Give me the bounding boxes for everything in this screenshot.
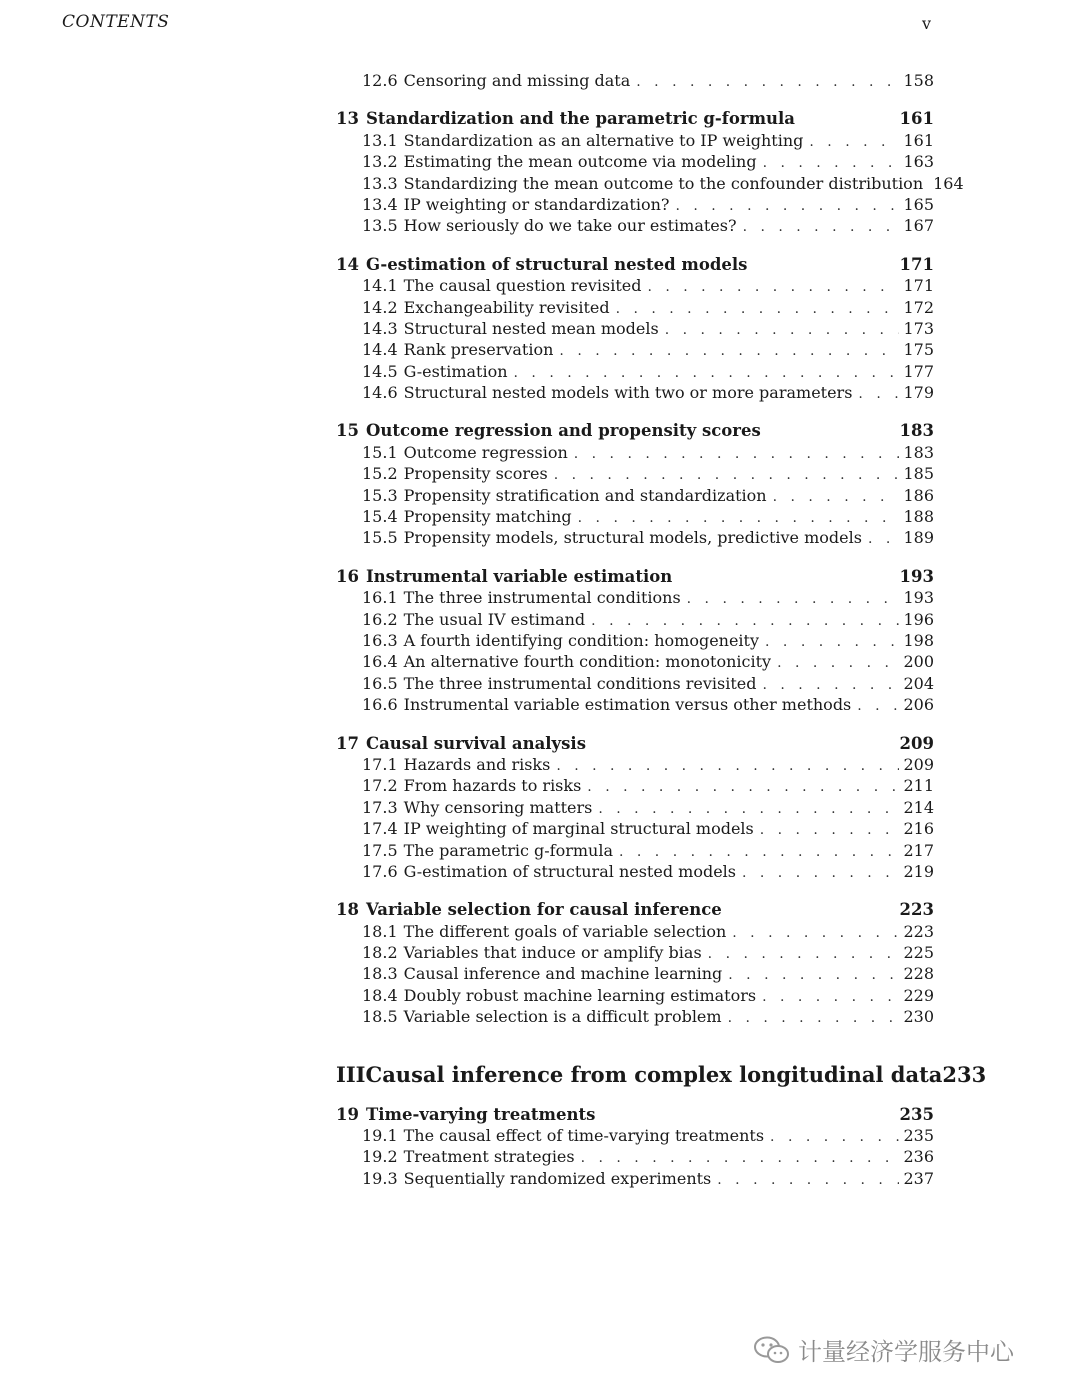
toc-entry[interactable] (336, 775, 934, 796)
toc-entry[interactable] (336, 587, 934, 608)
leader-dots (717, 1170, 899, 1191)
leader-dots (587, 777, 899, 798)
toc-entry[interactable] (336, 442, 934, 463)
entry-page: 179 (903, 383, 934, 403)
entry-page: 167 (903, 216, 934, 236)
leader-dots (598, 799, 899, 820)
chapter-page: 171 (899, 254, 934, 274)
chapter-number: 16 (336, 566, 359, 586)
toc-entry[interactable] (336, 754, 934, 775)
leader-dots (742, 863, 899, 884)
chapter-page: 223 (899, 900, 934, 920)
entry-title: The parametric g-formula (403, 840, 613, 860)
leader-dots (578, 508, 900, 529)
entry-number: 13.4 (362, 194, 398, 214)
chapter-number: 18 (336, 900, 359, 920)
wechat-icon (752, 1335, 792, 1365)
entry-title: G-estimation of structural nested models (403, 861, 736, 881)
entry-number: 16.2 (362, 609, 398, 629)
entry-number: 18.4 (362, 985, 398, 1005)
toc-entry[interactable] (336, 1146, 934, 1167)
entry-number: 15.2 (362, 464, 398, 484)
chapter-heading[interactable] (336, 899, 934, 920)
entry-title: From hazards to risks (403, 776, 582, 796)
entry-title: Structural nested models with two or more parameters (403, 383, 853, 403)
leader-dots (559, 341, 899, 362)
toc-entry[interactable] (336, 382, 934, 403)
entry-number: 13.1 (362, 130, 398, 150)
entry-number: 16.3 (362, 630, 398, 650)
entry-title: IP weighting of marginal structural models (403, 819, 754, 839)
entry-title: The causal question revisited (403, 276, 642, 296)
entry-number: 13.3 (362, 173, 398, 193)
entry-title: Hazards and risks (403, 754, 551, 774)
entry-title: Variables that induce or amplify bias (403, 943, 702, 963)
entry-number: 19.2 (362, 1147, 398, 1167)
chapter-number: 15 (336, 421, 359, 441)
leader-dots (773, 487, 900, 508)
entry-page: 175 (903, 340, 934, 360)
entry-title: The three instrumental conditions revisited (403, 673, 757, 693)
chapter-title: G-estimation of structural nested models (365, 254, 748, 274)
chapter-heading[interactable] (336, 254, 934, 275)
entry-title: Causal inference and machine learning (403, 964, 723, 984)
leader-dots (857, 696, 899, 717)
toc-entry[interactable] (336, 151, 934, 172)
leader-dots (581, 1148, 900, 1169)
entry-page: 164 (933, 173, 964, 193)
chapter-page: 193 (899, 566, 934, 586)
leader-dots (770, 1127, 899, 1148)
toc-entry[interactable] (336, 861, 934, 882)
entry-number: 15.3 (362, 485, 398, 505)
toc-entry[interactable] (336, 942, 934, 963)
entry-page: 214 (903, 797, 934, 817)
leader-dots (728, 965, 899, 986)
leader-dots (858, 384, 899, 405)
entry-page: 236 (903, 1147, 934, 1167)
entry-title: The different goals of variable selection (403, 921, 727, 941)
toc-entry[interactable] (336, 651, 934, 672)
entry-title: Doubly robust machine learning estimators (403, 985, 757, 1005)
toc-entry[interactable] (336, 985, 934, 1006)
toc-entry[interactable] (336, 818, 934, 839)
entry-page: 158 (903, 71, 934, 90)
toc-entry[interactable] (336, 921, 934, 942)
toc-entry[interactable] (336, 275, 934, 296)
chapter-title: Causal survival analysis (365, 733, 586, 753)
entry-title: Propensity scores (403, 464, 548, 484)
entry-title: How seriously do we take our estimates? (403, 216, 737, 236)
entry-page: 171 (903, 276, 934, 296)
toc-entry[interactable] (336, 506, 934, 527)
toc-entry[interactable] (336, 339, 934, 360)
entry-page: 188 (903, 507, 934, 527)
leader-dots (732, 923, 899, 944)
entry-page: 223 (903, 921, 934, 941)
toc-entry[interactable] (336, 361, 934, 382)
entry-title: Propensity matching (403, 507, 572, 527)
leader-dots (777, 653, 899, 674)
chapter-number: 14 (336, 254, 359, 274)
entry-page: 225 (903, 943, 934, 963)
entry-title: Why censoring matters (403, 797, 593, 817)
entry-number: 15.1 (362, 442, 398, 462)
entry-number: 19.1 (362, 1126, 398, 1146)
toc-entry[interactable] (336, 1168, 934, 1189)
entry-title: Propensity models, structural models, predictive models (403, 528, 862, 548)
chapter-number: 19 (336, 1104, 359, 1124)
entry-number: 14.2 (362, 297, 398, 317)
entry-page: 237 (903, 1168, 934, 1188)
entry-title: IP weighting or standardization? (403, 194, 670, 214)
entry-number: 15.5 (362, 528, 398, 548)
toc-entry[interactable] (336, 130, 934, 151)
leader-dots (556, 756, 899, 777)
entry-number: 18.1 (362, 921, 398, 941)
toc-chapter (336, 254, 934, 404)
entry-number: 17.5 (362, 840, 398, 860)
part-number: III (336, 1061, 366, 1087)
toc-part-heading[interactable] (336, 1061, 987, 1087)
toc-entry[interactable] (336, 840, 934, 861)
leader-dots (743, 217, 900, 238)
toc-entry[interactable] (336, 194, 934, 215)
toc-chapter (336, 1104, 934, 1190)
toc-chapter (336, 420, 934, 548)
table-of-contents (336, 70, 987, 1189)
entry-title: A fourth identifying condition: homogeneity (403, 630, 760, 650)
leader-dots (762, 987, 899, 1008)
entry-page: 209 (903, 754, 934, 774)
toc-pre-entries (336, 70, 934, 91)
leader-dots (728, 1008, 900, 1029)
watermark (752, 1332, 1014, 1367)
entry-page: 177 (903, 361, 934, 381)
toc-entry[interactable] (336, 1006, 934, 1027)
entry-number: 18.5 (362, 1007, 398, 1027)
toc-chapter (336, 566, 934, 716)
toc-chapter (336, 733, 934, 883)
entry-page: 235 (903, 1126, 934, 1146)
entry-page: 163 (903, 152, 934, 172)
entry-number: 12.6 (362, 71, 398, 90)
leader-dots (687, 589, 900, 610)
entry-page: 186 (903, 485, 934, 505)
entry-page: 193 (903, 588, 934, 608)
toc-entry[interactable] (336, 673, 934, 694)
chapter-heading[interactable] (336, 1104, 934, 1125)
toc-entry[interactable] (336, 318, 934, 339)
entry-number: 17.6 (362, 861, 398, 881)
entry-title: The three instrumental conditions (403, 588, 681, 608)
entry-number: 19.3 (362, 1168, 398, 1188)
leader-dots (636, 72, 899, 93)
leader-dots (591, 611, 899, 632)
entry-page: 204 (903, 673, 934, 693)
leader-dots (647, 277, 899, 298)
toc-entry[interactable] (336, 694, 934, 715)
entry-title: Standardizing the mean outcome to the confounder distribution (403, 173, 924, 193)
entry-title: The usual IV estimand (403, 609, 586, 629)
entry-page: 200 (903, 652, 934, 672)
entry-page: 219 (903, 861, 934, 881)
chapter-title: Time-varying treatments (365, 1104, 596, 1124)
entry-page: 216 (903, 819, 934, 839)
entry-page: 196 (903, 609, 934, 629)
entry-title: Propensity stratification and standardization (403, 485, 767, 505)
toc-entry[interactable] (336, 609, 934, 630)
entry-title: Standardization as an alternative to IP weighting (403, 130, 804, 150)
leader-dots (574, 444, 900, 465)
entry-page: 217 (903, 840, 934, 860)
leader-dots (514, 363, 900, 384)
chapter-title: Standardization and the parametric g-formula (365, 109, 795, 129)
entry-title: Outcome regression (403, 442, 568, 462)
chapter-heading[interactable] (336, 420, 934, 441)
toc-entry[interactable] (336, 485, 934, 506)
entry-number: 17.1 (362, 754, 398, 774)
entry-title: The causal effect of time-varying treatments (403, 1126, 765, 1146)
entry-number: 15.4 (362, 507, 398, 527)
leader-dots (554, 465, 900, 486)
toc-chapter (336, 108, 964, 236)
entry-page: 198 (903, 630, 934, 650)
toc-entry[interactable] (336, 963, 934, 984)
entry-number: 17.2 (362, 776, 398, 796)
entry-page: 173 (903, 318, 934, 338)
leader-dots (765, 632, 899, 653)
toc-entry[interactable] (336, 173, 964, 194)
entry-number: 17.3 (362, 797, 398, 817)
leader-dots (708, 944, 900, 965)
running-head-title: CONTENTS (62, 12, 170, 32)
toc-entry[interactable] (336, 1125, 934, 1146)
leader-dots (763, 153, 900, 174)
leader-dots (619, 842, 899, 863)
entry-number: 16.4 (362, 652, 398, 672)
entry-title: G-estimation (403, 361, 508, 381)
chapter-page: 235 (899, 1104, 934, 1124)
entry-page: 229 (903, 985, 934, 1005)
entry-number: 16.1 (362, 588, 398, 608)
entry-title: Structural nested mean models (403, 318, 659, 338)
entry-number: 14.5 (362, 361, 398, 381)
entry-page: 230 (903, 1007, 934, 1027)
entry-page: 228 (903, 964, 934, 984)
entry-number: 14.4 (362, 340, 398, 360)
part-page: 233 (942, 1061, 987, 1087)
watermark-text: 计量经济学服务中心 (798, 1338, 1014, 1366)
toc-chapters-part-ii (336, 108, 964, 1027)
entry-page: 172 (903, 297, 934, 317)
leader-dots (760, 820, 900, 841)
entry-number: 18.3 (362, 964, 398, 984)
toc-entry[interactable] (336, 70, 934, 91)
leader-dots (809, 132, 899, 153)
entry-title: Treatment strategies (403, 1147, 575, 1167)
leader-dots (616, 299, 900, 320)
entry-number: 14.6 (362, 383, 398, 403)
leader-dots (868, 529, 900, 550)
entry-title: Variable selection is a difficult problem (403, 1007, 722, 1027)
chapter-page: 183 (899, 421, 934, 441)
chapter-title: Instrumental variable estimation (365, 566, 673, 586)
entry-number: 16.5 (362, 673, 398, 693)
entry-title: Sequentially randomized experiments (403, 1168, 712, 1188)
chapter-heading[interactable] (336, 733, 934, 754)
part-title: Causal inference from complex longitudinal data (365, 1061, 943, 1087)
entry-number: 16.6 (362, 695, 398, 715)
leader-dots (762, 675, 899, 696)
leader-dots (665, 320, 900, 341)
entry-title: Censoring and missing data (403, 71, 631, 90)
entry-page: 165 (903, 194, 934, 214)
entry-title: Exchangeability revisited (403, 297, 610, 317)
chapter-page: 161 (899, 109, 934, 129)
chapter-number: 17 (336, 733, 359, 753)
chapter-heading[interactable] (336, 108, 934, 129)
entry-number: 17.4 (362, 819, 398, 839)
entry-title: Rank preservation (403, 340, 554, 360)
toc-entry[interactable] (336, 630, 934, 651)
entry-page: 211 (903, 776, 934, 796)
entry-number: 13.5 (362, 216, 398, 236)
page-number: v (922, 14, 932, 33)
chapter-title: Variable selection for causal inference (365, 900, 722, 920)
entry-page: 183 (903, 442, 934, 462)
toc-entry[interactable] (336, 527, 934, 548)
chapter-page: 209 (899, 733, 934, 753)
entry-number: 13.2 (362, 152, 398, 172)
entry-page: 189 (903, 528, 934, 548)
toc-entry[interactable] (336, 797, 934, 818)
toc-entry[interactable] (336, 463, 934, 484)
entry-number: 14.3 (362, 318, 398, 338)
entry-title: Estimating the mean outcome via modeling (403, 152, 757, 172)
toc-entry[interactable] (336, 215, 934, 236)
entry-page: 161 (903, 130, 934, 150)
leader-dots (675, 196, 899, 217)
chapter-heading[interactable] (336, 566, 934, 587)
entry-title: An alternative fourth condition: monotonicity (403, 652, 772, 672)
chapter-number: 13 (336, 109, 359, 129)
chapter-title: Outcome regression and propensity scores (365, 421, 761, 441)
entry-title: Instrumental variable estimation versus other methods (403, 695, 852, 715)
toc-chapters-part-iii (336, 1104, 934, 1190)
entry-number: 14.1 (362, 276, 398, 296)
entry-number: 18.2 (362, 943, 398, 963)
toc-chapter (336, 899, 934, 1027)
entry-page: 206 (903, 695, 934, 715)
entry-page: 185 (903, 464, 934, 484)
toc-entry[interactable] (336, 297, 934, 318)
